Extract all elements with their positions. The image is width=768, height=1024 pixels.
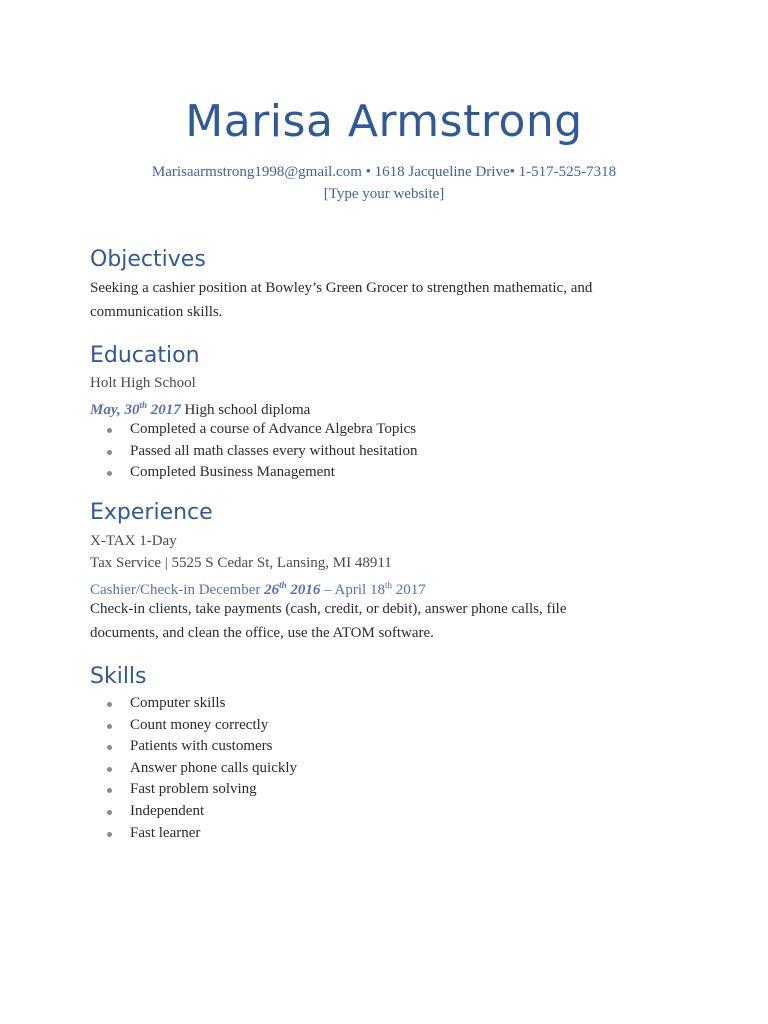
graduation-date <box>90 402 181 418</box>
date-text: May, 30 <box>90 402 140 418</box>
list-item: Independent <box>90 801 297 823</box>
education-date-line <box>90 394 310 421</box>
end-suffix: th <box>384 580 392 590</box>
date-suffix: th <box>139 400 147 410</box>
list-item: Completed a course of Advance Algebra Topics <box>90 419 417 441</box>
experience-description <box>90 597 567 645</box>
company-location: Tax Service | 5525 S Cedar St, Lansing, MI 48911 <box>90 555 392 571</box>
skills-list <box>90 693 297 844</box>
description-line: documents, and clean the office, use the ATOM software. <box>90 625 434 641</box>
contact-line <box>0 164 768 181</box>
company-name: X-TAX 1-Day <box>90 533 177 549</box>
date-year: 2017 <box>146 402 181 418</box>
list-item: Count money correctly <box>90 715 297 737</box>
list-item: Passed all math classes every without hesitation <box>90 441 417 463</box>
start-date <box>264 582 320 598</box>
contact-separator: • <box>361 164 375 180</box>
experience-heading: Experience <box>90 500 213 525</box>
description-line: Check-in clients, take payments (cash, credit, or debit), answer phone calls, file <box>90 601 567 617</box>
website-placeholder[interactable]: [Type your website] <box>323 186 445 202</box>
list-item: Completed Business Management <box>90 462 417 484</box>
school-name: Holt High School <box>90 375 196 391</box>
start-day: 26 <box>264 582 280 598</box>
education-heading: Education <box>90 343 200 368</box>
start-suffix: th <box>279 580 287 590</box>
end-year: 2017 <box>391 582 426 598</box>
role-text: Cashier/Check-in December <box>90 582 265 598</box>
objectives-line: communication skills. <box>90 304 223 320</box>
start-year: 2016 <box>286 582 321 598</box>
list-item: Fast learner <box>90 823 297 845</box>
list-item: Computer skills <box>90 693 297 715</box>
skills-heading: Skills <box>90 664 147 689</box>
objectives-line: Seeking a cashier position at Bowley’s Green Grocer to strengthen mathematic, and <box>90 280 593 296</box>
degree-text: High school diploma <box>180 402 311 418</box>
email-link[interactable]: Marisaarmstrong1998@gmail.com <box>151 164 362 180</box>
list-item: Fast problem solving <box>90 779 297 801</box>
list-item: Answer phone calls quickly <box>90 758 297 780</box>
list-item: Patients with customers <box>90 736 297 758</box>
address-text: 1618 Jacqueline Drive <box>374 164 510 180</box>
phone-text: 1-517-525-7318 <box>518 164 617 180</box>
objectives-heading: Objectives <box>90 247 206 272</box>
resume-name: Marisa Armstrong <box>185 96 583 147</box>
range-separator: – April 18 <box>320 582 385 598</box>
contact-separator: • <box>509 164 519 180</box>
objectives-text <box>90 276 592 324</box>
education-list <box>90 419 417 484</box>
